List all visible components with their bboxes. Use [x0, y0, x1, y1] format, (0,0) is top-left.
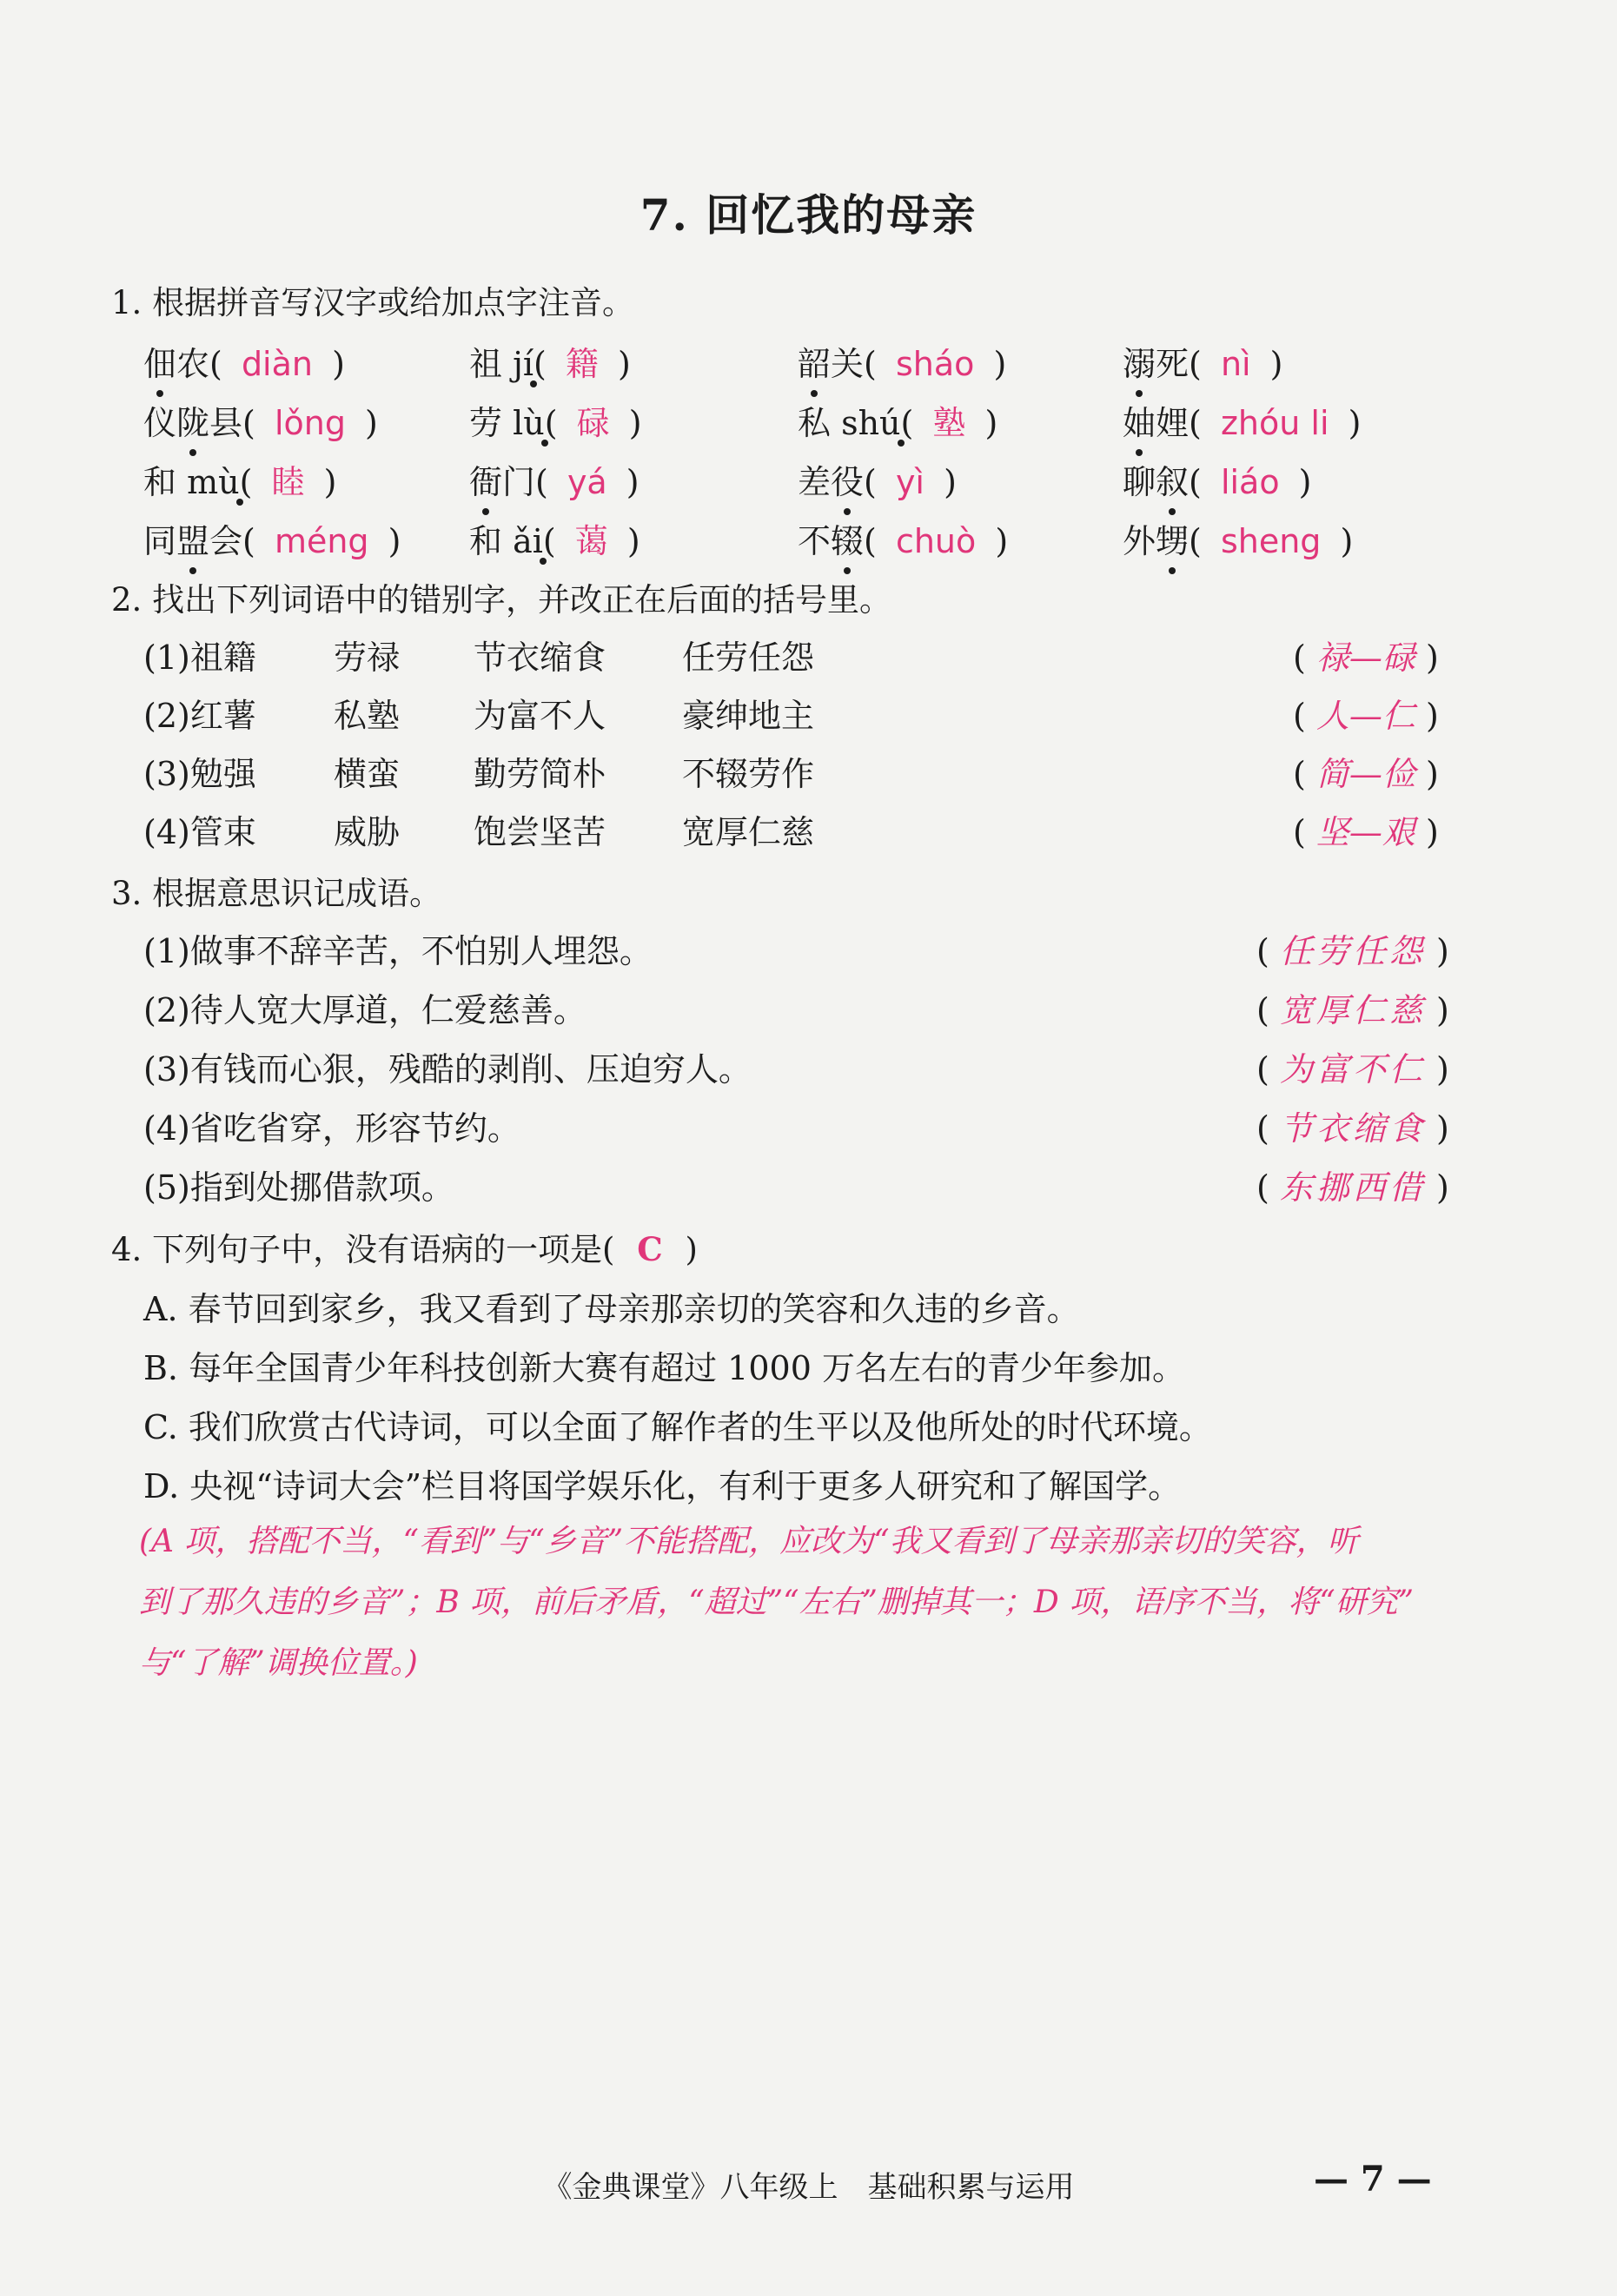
open-paren: (	[1256, 991, 1280, 1029]
q1-item	[143, 455, 336, 503]
q1-answer: diàn	[241, 345, 313, 383]
q1-prefix: 劳 lù	[469, 404, 545, 442]
q3-meaning: (4)省吃省穿，形容节约。	[143, 1109, 520, 1148]
open-paren: (	[1189, 522, 1212, 560]
q1-dotted-char: 韶	[798, 337, 831, 385]
q1-item	[469, 455, 640, 503]
q1-item	[1123, 337, 1283, 385]
explain-line: 与“了解”调换位置。)	[139, 1645, 418, 1681]
close-paren: )	[983, 345, 1007, 383]
q1-dotted-char: 妯	[1123, 396, 1156, 444]
close-paren: )	[1425, 991, 1449, 1029]
q3-answer-box	[1256, 1102, 1449, 1149]
q1-answer: 塾	[932, 404, 966, 442]
close-paren: )	[984, 522, 1009, 560]
q2-word: (3)勉强	[143, 755, 256, 793]
q1-prefix: 外	[1123, 522, 1156, 560]
q1-dotted-char: 甥	[1156, 514, 1189, 562]
q3-meaning: (5)指到处挪借款项。	[143, 1168, 454, 1207]
close-paren: )	[616, 522, 640, 560]
q1-prefix: 同	[143, 522, 177, 560]
q2-answer-box	[1293, 805, 1439, 853]
q1-item	[1123, 455, 1312, 503]
q2-word: (4)管束	[143, 813, 256, 851]
page-number: — 7 —	[1314, 2159, 1432, 2200]
q1-prefix: 私 shú	[798, 404, 901, 442]
q1-item	[143, 396, 378, 444]
q1-dotted-char: 衙	[469, 455, 502, 503]
open-paren: (	[209, 345, 233, 383]
open-paren: (	[1189, 463, 1212, 501]
q2-stem: 2. 找出下列词语中的错别字，并改正在后面的括号里。	[111, 581, 892, 619]
q1-dotted-char: 溺	[1123, 337, 1156, 385]
explain-line: 到了那久违的乡音”；B 项，前后矛盾，“超过”“左右”删掉其一；D 项，语序不当，将“研究”	[139, 1585, 1415, 1620]
q1-suffix: 门	[502, 463, 536, 501]
q1-answer: yá	[567, 463, 607, 501]
open-paren: (	[1293, 755, 1316, 793]
q1-item	[1123, 396, 1361, 444]
close-paren: )	[1288, 463, 1312, 501]
q1-prefix: 祖 jí	[469, 345, 534, 383]
q1-prefix: 不	[798, 522, 832, 560]
q1-answer: chuò	[895, 522, 977, 560]
q4-option: A. 春节回到家乡，我又看到了母亲那亲切的笑容和久违的乡音。	[143, 1290, 1080, 1328]
close-paren: )	[1259, 345, 1283, 383]
q2-answer-box	[1293, 689, 1439, 737]
q1-prefix: 差	[798, 463, 832, 501]
q3-meaning: (3)有钱而心狠，残酷的剥削、压迫穷人。	[143, 1050, 752, 1088]
q1-answer: zhóu li	[1220, 404, 1329, 442]
explain-line: (A 项，搭配不当，“看到”与“乡音”不能搭配，应改为“我又看到了母亲那亲切的笑容，听	[139, 1524, 1359, 1559]
q1-item	[469, 514, 640, 562]
q2-word: 勤劳简朴	[474, 755, 606, 793]
q1-dotted-char: 役	[831, 455, 864, 503]
q2-answer: 简—俭	[1315, 755, 1415, 793]
q2-word: 任劳任怨	[682, 639, 815, 677]
close-paren: )	[313, 463, 337, 501]
q1-suffix: 会	[209, 522, 243, 560]
q2-word: (2)红薯	[143, 697, 256, 735]
q1-prefix: 聊	[1123, 463, 1156, 501]
open-paren: (	[1256, 932, 1280, 970]
q1-prefix: 仪	[143, 404, 177, 442]
q2-answer-box	[1293, 631, 1439, 678]
open-paren: (	[1293, 697, 1316, 735]
q1-item	[469, 337, 631, 385]
close-paren: )	[1415, 697, 1439, 735]
q1-answer: 碌	[576, 404, 610, 442]
open-paren: (	[1256, 1109, 1280, 1148]
open-paren: (	[864, 522, 887, 560]
open-paren: (	[1256, 1168, 1280, 1207]
q1-item	[1123, 514, 1353, 562]
q4-stem	[111, 1223, 698, 1270]
close-paren: )	[1415, 755, 1439, 793]
open-paren: (	[535, 463, 559, 501]
q1-item	[798, 455, 957, 503]
q4-option: C. 我们欣赏古代诗词，可以全面了解作者的生平以及他所处的时代环境。	[143, 1408, 1212, 1446]
q3-meaning: (1)做事不辞辛苦，不怕别人埋怨。	[143, 932, 653, 970]
open-paren: (	[1293, 639, 1316, 677]
q1-answer: 籍	[565, 345, 599, 383]
close-paren: )	[1425, 932, 1449, 970]
q3-answer: 节衣缩食	[1279, 1109, 1426, 1148]
q1-answer: lǒng	[274, 404, 346, 442]
q3-stem: 3. 根据意思识记成语。	[111, 875, 442, 912]
q2-answer: 禄—碌	[1315, 639, 1415, 677]
q1-dotted-char: 叙	[1156, 455, 1189, 503]
q1-answer: méng	[274, 522, 369, 560]
q3-answer-box	[1256, 1161, 1449, 1208]
open-paren: (	[542, 522, 567, 560]
close-paren: )	[974, 404, 998, 442]
open-paren: (	[1256, 1050, 1280, 1088]
q2-word: 私塾	[334, 697, 401, 735]
q3-answer-box	[1256, 924, 1449, 972]
q4-explanation	[139, 1512, 1494, 1694]
close-paren: )	[377, 522, 401, 560]
close-paren: )	[321, 345, 345, 383]
q1-answer: liáo	[1220, 463, 1280, 501]
q1-answer: sháo	[895, 345, 975, 383]
q2-word: 横蛮	[334, 755, 401, 793]
q2-word: 豪绅地主	[682, 697, 815, 735]
open-paren: (	[239, 463, 263, 501]
close-paren: )	[606, 345, 631, 383]
q4-option: D. 央视“诗词大会”栏目将国学娱乐化，有利于更多人研究和了解国学。	[143, 1467, 1182, 1505]
close-paren: )	[1329, 522, 1354, 560]
q2-word: 威胁	[334, 813, 401, 851]
q4-option: B. 每年全国青少年科技创新大赛有超过 1000 万名左右的青少年参加。	[143, 1349, 1185, 1387]
q1-suffix: 县	[209, 404, 243, 442]
open-paren: (	[533, 345, 557, 383]
close-paren: )	[615, 463, 640, 501]
close-paren: )	[1425, 1109, 1449, 1148]
close-paren: )	[354, 404, 378, 442]
q1-item	[798, 337, 1006, 385]
open-paren: (	[1189, 404, 1212, 442]
q4-stem-end: )	[685, 1231, 698, 1268]
q1-item	[798, 514, 1008, 562]
q1-suffix: 娌	[1156, 404, 1190, 442]
open-paren: (	[900, 404, 924, 442]
close-paren: )	[1425, 1050, 1449, 1088]
q3-meaning: (2)待人宽大厚道，仁爱慈善。	[143, 991, 586, 1029]
page-title: 7. 回忆我的母亲	[640, 189, 977, 241]
open-paren: (	[242, 522, 266, 560]
q1-suffix: 关	[831, 345, 865, 383]
q1-suffix: 死	[1156, 345, 1190, 383]
q2-answer: 人—仁	[1315, 697, 1415, 735]
q2-word: (1)祖籍	[143, 639, 256, 677]
q1-suffix: 农	[176, 345, 210, 383]
close-paren: )	[932, 463, 957, 501]
open-paren: (	[242, 404, 266, 442]
q2-word: 劳禄	[334, 639, 401, 677]
q3-answer: 任劳任怨	[1279, 932, 1426, 970]
q3-answer-box	[1256, 1042, 1449, 1090]
q3-answer-box	[1256, 983, 1449, 1031]
open-paren: (	[864, 463, 887, 501]
q4-stem-text: 4. 下列句子中，没有语病的一项是(	[111, 1231, 615, 1268]
q3-answer: 宽厚仁慈	[1279, 991, 1426, 1029]
q1-answer: 睦	[271, 463, 305, 501]
q2-word: 节衣缩食	[474, 639, 606, 677]
q3-answer: 为富不仁	[1279, 1050, 1426, 1088]
close-paren: )	[1425, 1168, 1449, 1207]
q1-dotted-char: 辍	[831, 514, 864, 562]
q2-word: 饱尝坚苦	[474, 813, 606, 851]
open-paren: (	[544, 404, 568, 442]
q2-word: 不辍劳作	[682, 755, 815, 793]
q1-dotted-char: 盟	[176, 514, 209, 562]
q1-item	[143, 514, 401, 562]
close-paren: )	[618, 404, 642, 442]
q4-answer: C	[637, 1230, 663, 1268]
q1-item	[143, 337, 345, 385]
q1-dotted-char: 佃	[143, 337, 176, 385]
q1-answer: 蔼	[574, 522, 608, 560]
q1-answer: nì	[1220, 345, 1251, 383]
open-paren: (	[864, 345, 887, 383]
close-paren: )	[1415, 813, 1439, 851]
q1-answer: yì	[895, 463, 924, 501]
q2-answer-box	[1293, 747, 1439, 795]
open-paren: (	[1189, 345, 1212, 383]
q1-item	[469, 396, 642, 444]
q1-item	[798, 396, 997, 444]
close-paren: )	[1415, 639, 1439, 677]
open-paren: (	[1293, 813, 1316, 851]
q2-answer: 坚—艰	[1315, 813, 1415, 851]
close-paren: )	[1337, 404, 1362, 442]
q2-word: 宽厚仁慈	[682, 813, 815, 851]
q1-prefix: 和 mù	[143, 463, 240, 501]
q2-word: 为富不人	[474, 697, 606, 735]
q1-dotted-char: 陇	[176, 396, 209, 444]
footer-book-title: 《金典课堂》八年级上 基础积累与运用	[542, 2170, 1075, 2205]
q1-answer: sheng	[1220, 522, 1322, 560]
q1-prefix: 和 ǎi	[469, 522, 543, 560]
q1-stem: 1. 根据拼音写汉字或给加点字注音。	[111, 284, 635, 321]
q3-answer: 东挪西借	[1279, 1168, 1426, 1207]
